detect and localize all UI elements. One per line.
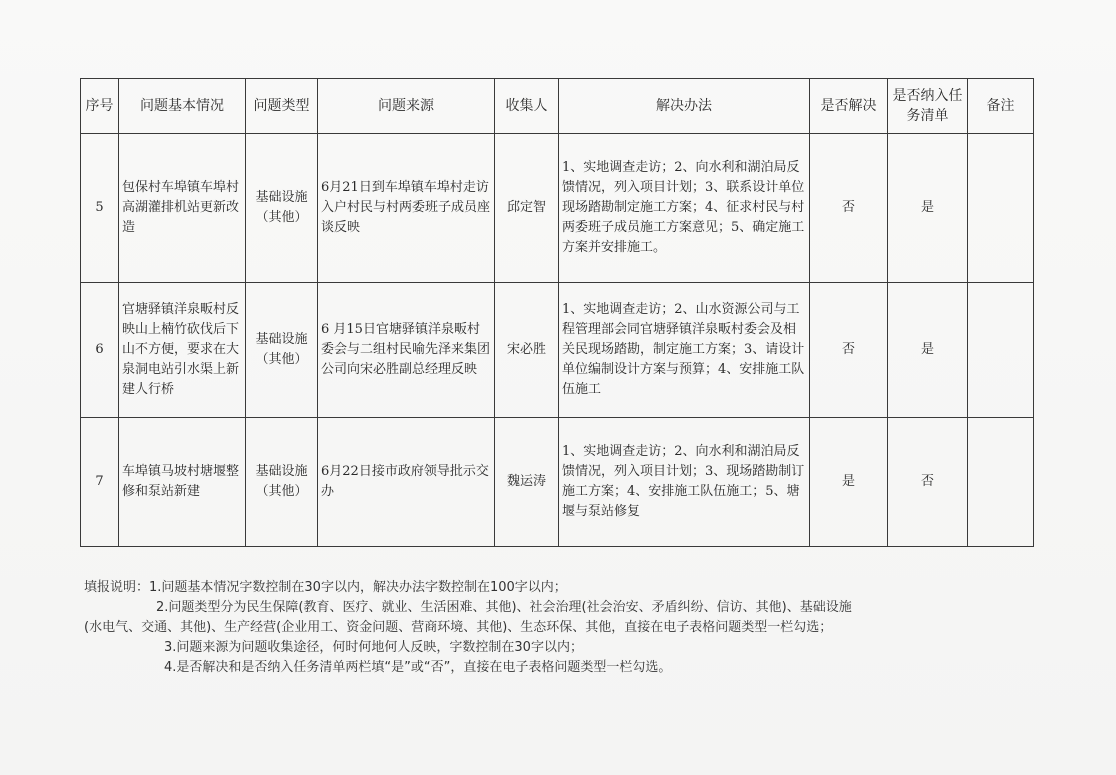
header-source: 问题来源 — [318, 79, 495, 134]
cell-resolved: 是 — [810, 418, 888, 547]
note-line-1: 填报说明：1.问题基本情况字数控制在30字以内，解决办法字数控制在100字以内； — [84, 580, 567, 595]
cell-in-list: 是 — [888, 134, 968, 283]
cell-no: 7 — [81, 418, 119, 547]
note-line-3: 3.问题来源为问题收集途径，何时何地何人反映，字数控制在30字以内； — [164, 640, 583, 655]
cell-no: 6 — [81, 283, 119, 418]
cell-type: 基础设施（其他） — [246, 134, 318, 283]
cell-source: 6 月15日官塘驿镇洋泉畈村委会与二组村民喻先泽来集团公司向宋必胜副总经理反映 — [318, 283, 495, 418]
cell-situation: 车埠镇马坡村塘堰整修和泵站新建 — [119, 418, 246, 547]
header-remark: 备注 — [968, 79, 1034, 134]
header-no: 序号 — [81, 79, 119, 134]
header-resolved: 是否解决 — [810, 79, 888, 134]
table-row — [81, 418, 1034, 547]
cell-collector: 邱定智 — [495, 134, 559, 283]
cell-no: 5 — [81, 134, 119, 283]
header-in-list: 是否纳入任务清单 — [888, 79, 968, 134]
header-type: 问题类型 — [246, 79, 318, 134]
cell-solution: 1、实地调查走访；2、向水利和湖泊局反馈情况，列入项目计划；3、现场踏勘制订施工方案；4、安排施工队伍施工；5、塘堰与泵站修复 — [559, 418, 810, 547]
cell-source: 6月22日接市政府领导批示交办 — [318, 418, 495, 547]
cell-in-list: 否 — [888, 418, 968, 547]
cell-remark — [968, 283, 1034, 418]
cell-collector: 魏运涛 — [495, 418, 559, 547]
cell-source: 6月21日到车埠镇车埠村走访入户村民与村两委班子成员座谈反映 — [318, 134, 495, 283]
cell-remark — [968, 418, 1034, 547]
header-situation: 问题基本情况 — [119, 79, 246, 134]
cell-resolved: 否 — [810, 134, 888, 283]
cell-solution: 1、实地调查走访；2、山水资源公司与工程管理部会同官塘驿镇洋泉畈村委会及相关民现场踏勘，制定施工方案；3、请设计单位编制设计方案与预算；4、安排施工队伍施工 — [559, 283, 810, 418]
cell-type: 基础设施（其他） — [246, 418, 318, 547]
cell-situation: 包保村车埠镇车埠村高湖灌排机站更新改造 — [119, 134, 246, 283]
cell-situation: 官塘驿镇洋泉畈村反映山上楠竹砍伐后下山不方便，要求在大泉洞电站引水渠上新建人行桥 — [119, 283, 246, 418]
table-row — [81, 283, 1034, 418]
cell-type: 基础设施（其他） — [246, 283, 318, 418]
cell-solution: 1、实地调查走访；2、向水利和湖泊局反馈情况，列入项目计划；3、联系设计单位现场踏勘制定施工方案；4、征求村民与村两委班子成员施工方案意见；5、确定施工方案并安排施工。 — [559, 134, 810, 283]
note-line-4: 4.是否解决和是否纳入任务清单两栏填“是”或“否”，直接在电子表格问题类型一栏勾选。 — [164, 660, 672, 675]
table-row — [81, 134, 1034, 283]
header-solution: 解决办法 — [559, 79, 810, 134]
cell-collector: 宋必胜 — [495, 283, 559, 418]
table-header — [81, 79, 1034, 134]
note-line-2a: 2.问题类型分为民生保障(教育、医疗、就业、生活困难、其他)、社会治理(社会治安、矛盾纠纷、信访、其他)、基础设施 — [156, 600, 852, 615]
cell-in-list: 是 — [888, 283, 968, 418]
issues-table — [80, 78, 1034, 547]
header-collector: 收集人 — [495, 79, 559, 134]
cell-resolved: 否 — [810, 283, 888, 418]
filling-notes — [84, 578, 1084, 678]
cell-remark — [968, 134, 1034, 283]
note-line-2b: (水电气、交通、其他)、生产经营(企业用工、资金问题、营商环境、其他)、生态环保、其他，直接在电子表格问题类型一栏勾选； — [84, 620, 833, 635]
